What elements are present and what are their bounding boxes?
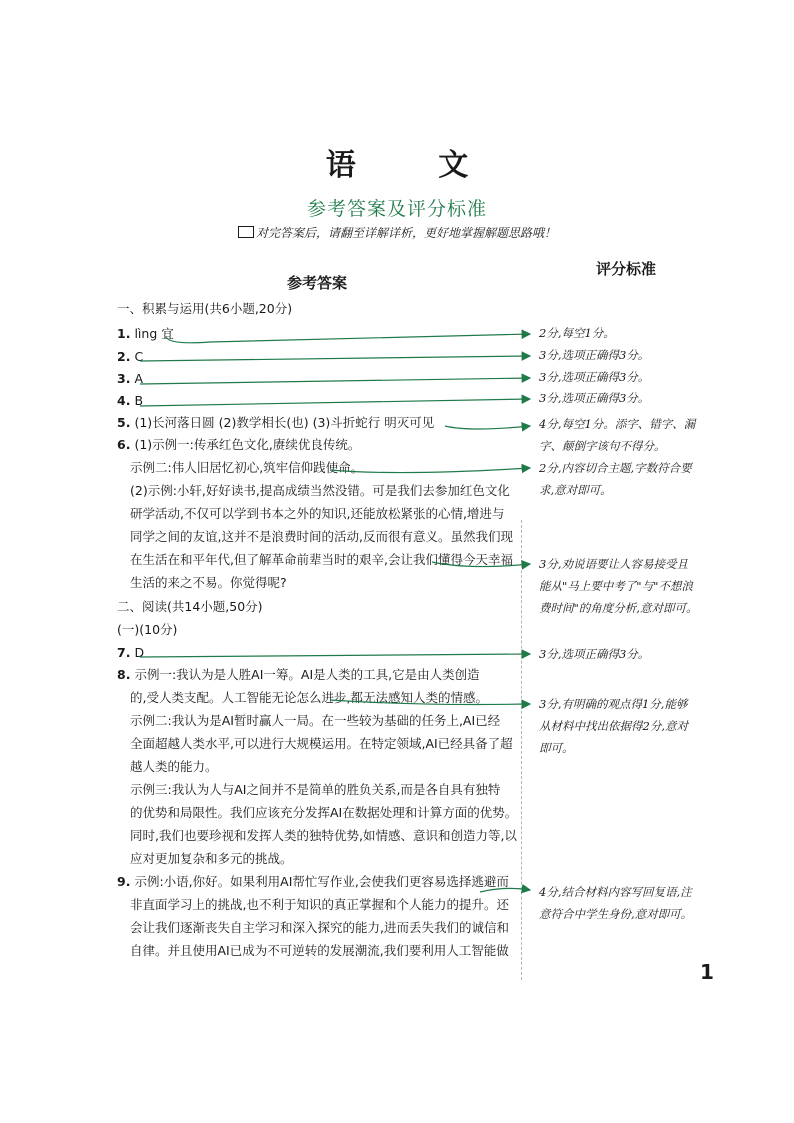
score-3: 3分,选项正确得3分。	[539, 370, 650, 384]
answer-8	[117, 667, 480, 683]
answer-8-line-2: 的,受人类支配。人工智能无论怎么进步,都无法感知人类的情感。	[130, 690, 488, 705]
subsection-1-heading: (一)(10分)	[117, 622, 178, 637]
answer-9-line-1: 示例:小语,你好。如果利用AI帮忙写作业,会使我们更容易选择逃避而	[134, 874, 509, 889]
answer-2	[117, 349, 143, 365]
answer-2-number: 2.	[117, 349, 131, 364]
answer-8-line-5: 越人类的能力。	[130, 759, 218, 774]
answer-6-line-6: 在生活在和平年代,但了解革命前辈当时的艰辛,会让我们懂得今天幸福	[130, 552, 513, 567]
score-8-line-2: 从材料中找出依据得2分,意对	[539, 719, 688, 733]
score-5-line-2: 字、颠倒字该句不得分。	[539, 439, 666, 453]
answer-5-text: (1)长河落日圆 (2)教学相长(也) (3)斗折蛇行 明灭可见	[134, 415, 435, 430]
scoring-column-heading: 评分标准	[596, 260, 657, 278]
score-2: 3分,选项正确得3分。	[539, 348, 650, 362]
page-subtitle: 参考答案及评分标准	[306, 198, 487, 220]
answers-column-heading: 参考答案	[287, 274, 348, 292]
score-6a-line-2: 求,意对即可。	[539, 483, 612, 497]
page-number: 1	[700, 960, 714, 984]
score-6b-line-2: 能从"马上要中考了"与"不想浪	[539, 579, 693, 593]
section-1-heading: 一、积累与运用(共6小题,20分)	[117, 301, 293, 316]
score-8-line-1: 3分,有明确的观点得1分,能够	[539, 697, 688, 711]
score-9-line-2: 意符合中学生身份,意对即可。	[539, 907, 693, 921]
answer-1-text: lìng 宜	[134, 326, 174, 341]
answer-8-line-8: 同时,我们也要珍视和发挥人类的独特优势,如情感、意识和创造力等,以	[130, 828, 517, 843]
answer-6-line-7: 生活的来之不易。你觉得呢?	[130, 575, 287, 590]
answer-4-text: B	[134, 393, 144, 408]
arrow-2	[140, 356, 530, 361]
answer-6-line-2: 示例二:伟人旧居忆初心,筑牢信仰践使命。	[130, 460, 364, 475]
score-8-line-3: 即可。	[539, 741, 574, 755]
answer-1-number: 1.	[117, 326, 131, 341]
book-icon	[238, 226, 254, 238]
score-6a-line-1: 2分,内容切合主题,字数符合要	[539, 461, 692, 475]
score-4: 3分,选项正确得3分。	[539, 391, 650, 405]
arrow-4	[140, 399, 530, 406]
answer-8-line-6: 示例三:我认为人与AI之间并不是简单的胜负关系,而是各自具有独特	[130, 782, 501, 797]
score-9-line-1: 4分,结合材料内容写回复语,注	[539, 885, 692, 899]
answer-6-line-3: (2)示例:小轩,好好读书,提高成绩当然没错。可是我们去参加红色文化	[130, 483, 510, 498]
answer-9-line-3: 会让我们逐渐丧失自主学习和深入探究的能力,进而丢失我们的诚信和	[130, 920, 509, 935]
answer-4-number: 4.	[117, 393, 131, 408]
arrow-7	[140, 654, 530, 657]
page-title: 语 文	[325, 148, 505, 183]
tip-text: 对完答案后，请翻至详解详析，更好地掌握解题思路哦！	[255, 226, 556, 240]
answer-2-text: C	[134, 349, 144, 364]
answer-3-text: A	[134, 371, 144, 386]
answer-9	[117, 874, 509, 890]
answer-9-line-2: 非直面学习上的挑战,也不利于知识的真正掌握和个人能力的提升。还	[130, 897, 509, 912]
arrow-5	[445, 426, 530, 429]
answer-5	[117, 415, 434, 431]
answer-6-line-1: (1)示例一:传承红色文化,赓续优良传统。	[134, 437, 361, 452]
answer-8-line-4: 全面超越人类水平,可以进行大规模运用。在特定领域,AI已经具备了超	[130, 736, 513, 751]
score-7: 3分,选项正确得3分。	[539, 647, 650, 661]
score-5-line-1: 4分,每空1分。添字、错字、漏	[539, 417, 696, 431]
arrow-1	[166, 334, 530, 343]
arrow-3	[140, 378, 530, 384]
score-1: 2分,每空1分。	[539, 326, 615, 340]
answer-6-line-5: 同学之间的友谊,这并不是浪费时间的活动,反而很有意义。虽然我们现	[130, 529, 513, 544]
answer-6-number: 6.	[117, 437, 131, 452]
score-6b-line-1: 3分,劝说语要让人容易接受且	[539, 557, 688, 571]
answer-8-line-7: 的优势和局限性。我们应该充分发挥AI在数据处理和计算方面的优势。	[130, 805, 518, 820]
answer-1	[117, 326, 174, 342]
answer-5-number: 5.	[117, 415, 131, 430]
answer-8-line-1: 示例一:我认为是人胜AI一筹。AI是人类的工具,它是由人类创造	[134, 667, 480, 682]
answer-8-line-3: 示例二:我认为是AI暂时赢人一局。在一些较为基础的任务上,AI已经	[130, 713, 501, 728]
answer-8-number: 8.	[117, 667, 131, 682]
answer-6	[117, 437, 360, 453]
column-divider	[521, 520, 522, 980]
answer-9-number: 9.	[117, 874, 131, 889]
answer-9-line-4: 自律。并且使用AI已成为不可逆转的发展潮流,我们要利用人工智能做	[130, 943, 509, 958]
answer-7-number: 7.	[117, 645, 131, 660]
answer-7-text: D	[134, 645, 145, 660]
answer-3-number: 3.	[117, 371, 131, 386]
answer-6-line-4: 研学活动,不仅可以学到书本之外的知识,还能放松紧张的心情,增进与	[130, 506, 505, 521]
answer-3	[117, 371, 143, 387]
score-6b-line-3: 费时间"的角度分析,意对即可。	[539, 601, 698, 615]
tip-note	[0, 224, 794, 241]
answer-4	[117, 393, 143, 409]
section-2-heading: 二、阅读(共14小题,50分)	[117, 599, 263, 614]
answer-8-line-9: 应对更加复杂和多元的挑战。	[130, 851, 293, 866]
answer-7	[117, 645, 144, 661]
